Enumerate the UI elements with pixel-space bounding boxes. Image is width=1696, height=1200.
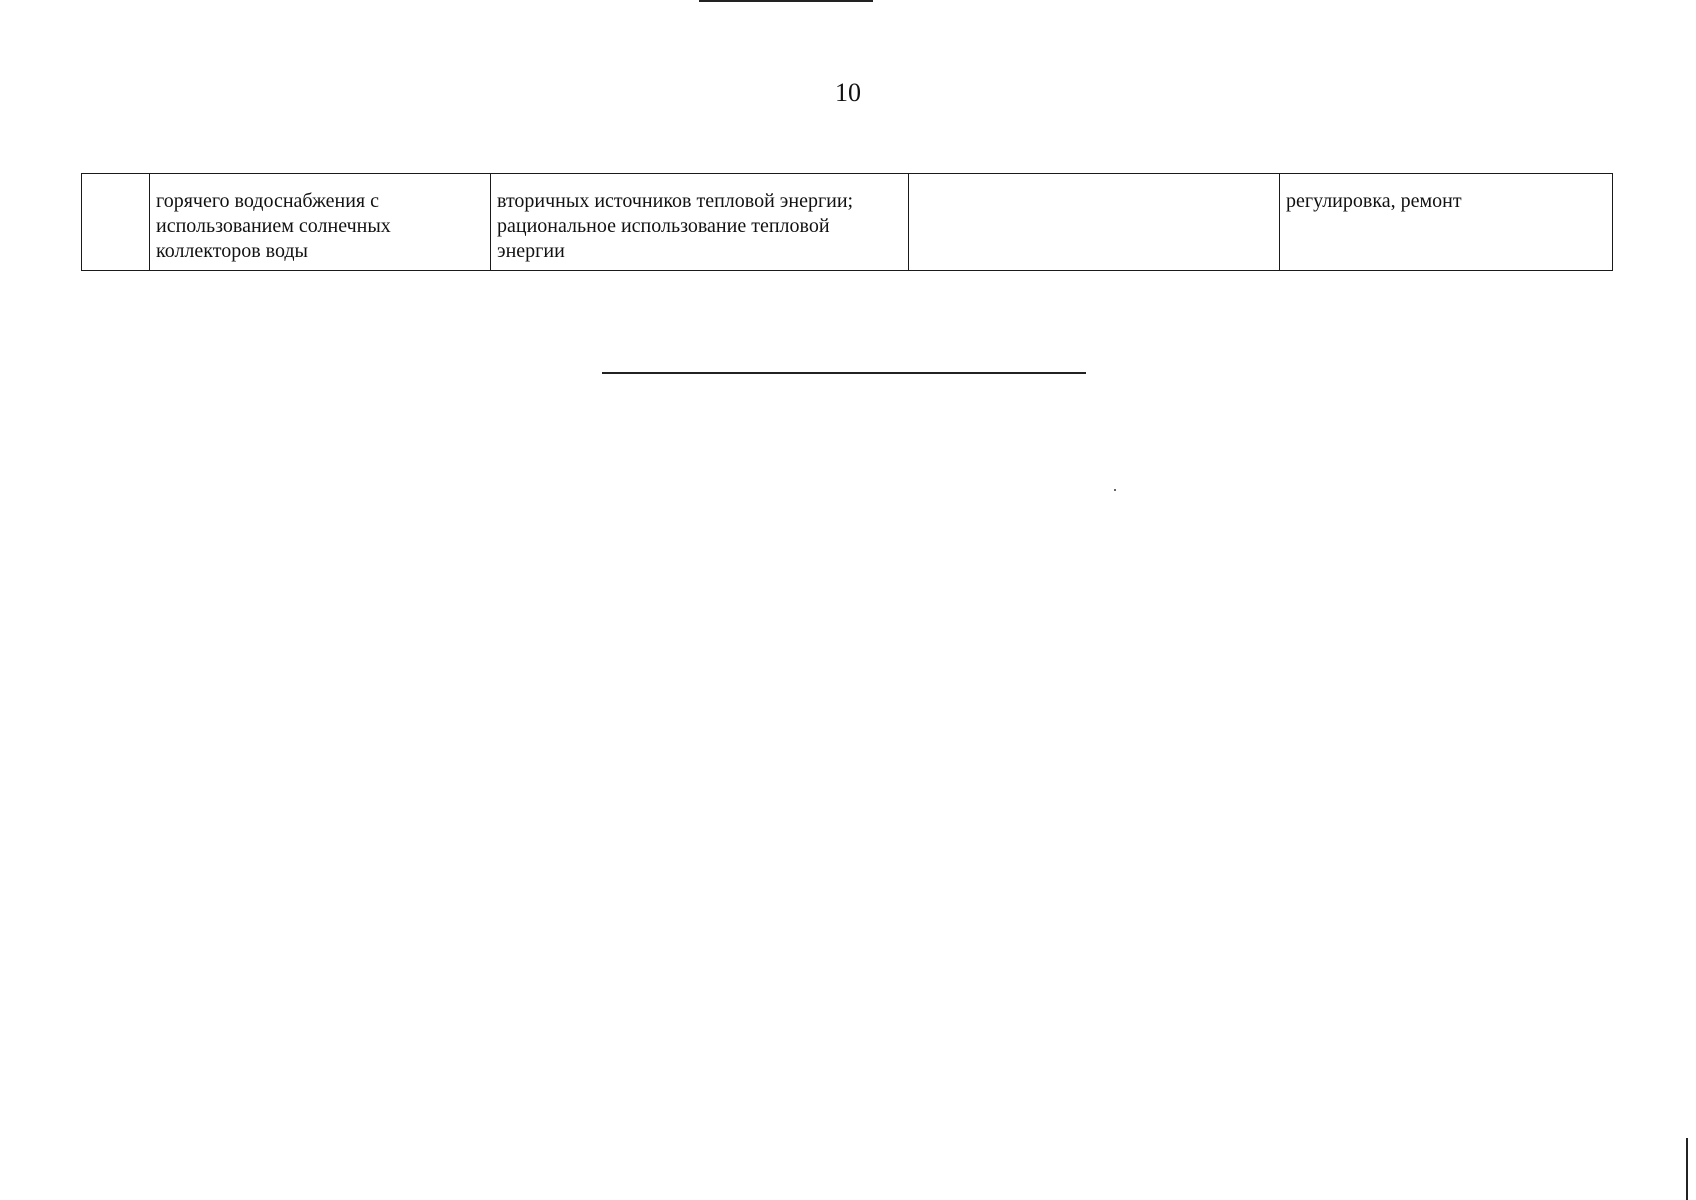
scan-speck	[1114, 489, 1116, 491]
scan-top-line	[699, 0, 873, 2]
table-row	[82, 174, 1613, 271]
table-cell-works: регулировка, ремонт	[1280, 174, 1613, 271]
document-table	[81, 173, 1613, 271]
page-number: 10	[835, 78, 861, 107]
end-of-document-rule	[602, 372, 1086, 374]
scan-edge-line	[1686, 1138, 1688, 1200]
table-cell-empty	[909, 174, 1280, 271]
table-cell-number	[82, 174, 150, 271]
table-cell-object: горячего водоснабжения с использованием солнечных коллекторов воды	[150, 174, 491, 271]
table-cell-description: вторичных источников тепловой энергии; рациональное использование тепловой энергии	[491, 174, 909, 271]
